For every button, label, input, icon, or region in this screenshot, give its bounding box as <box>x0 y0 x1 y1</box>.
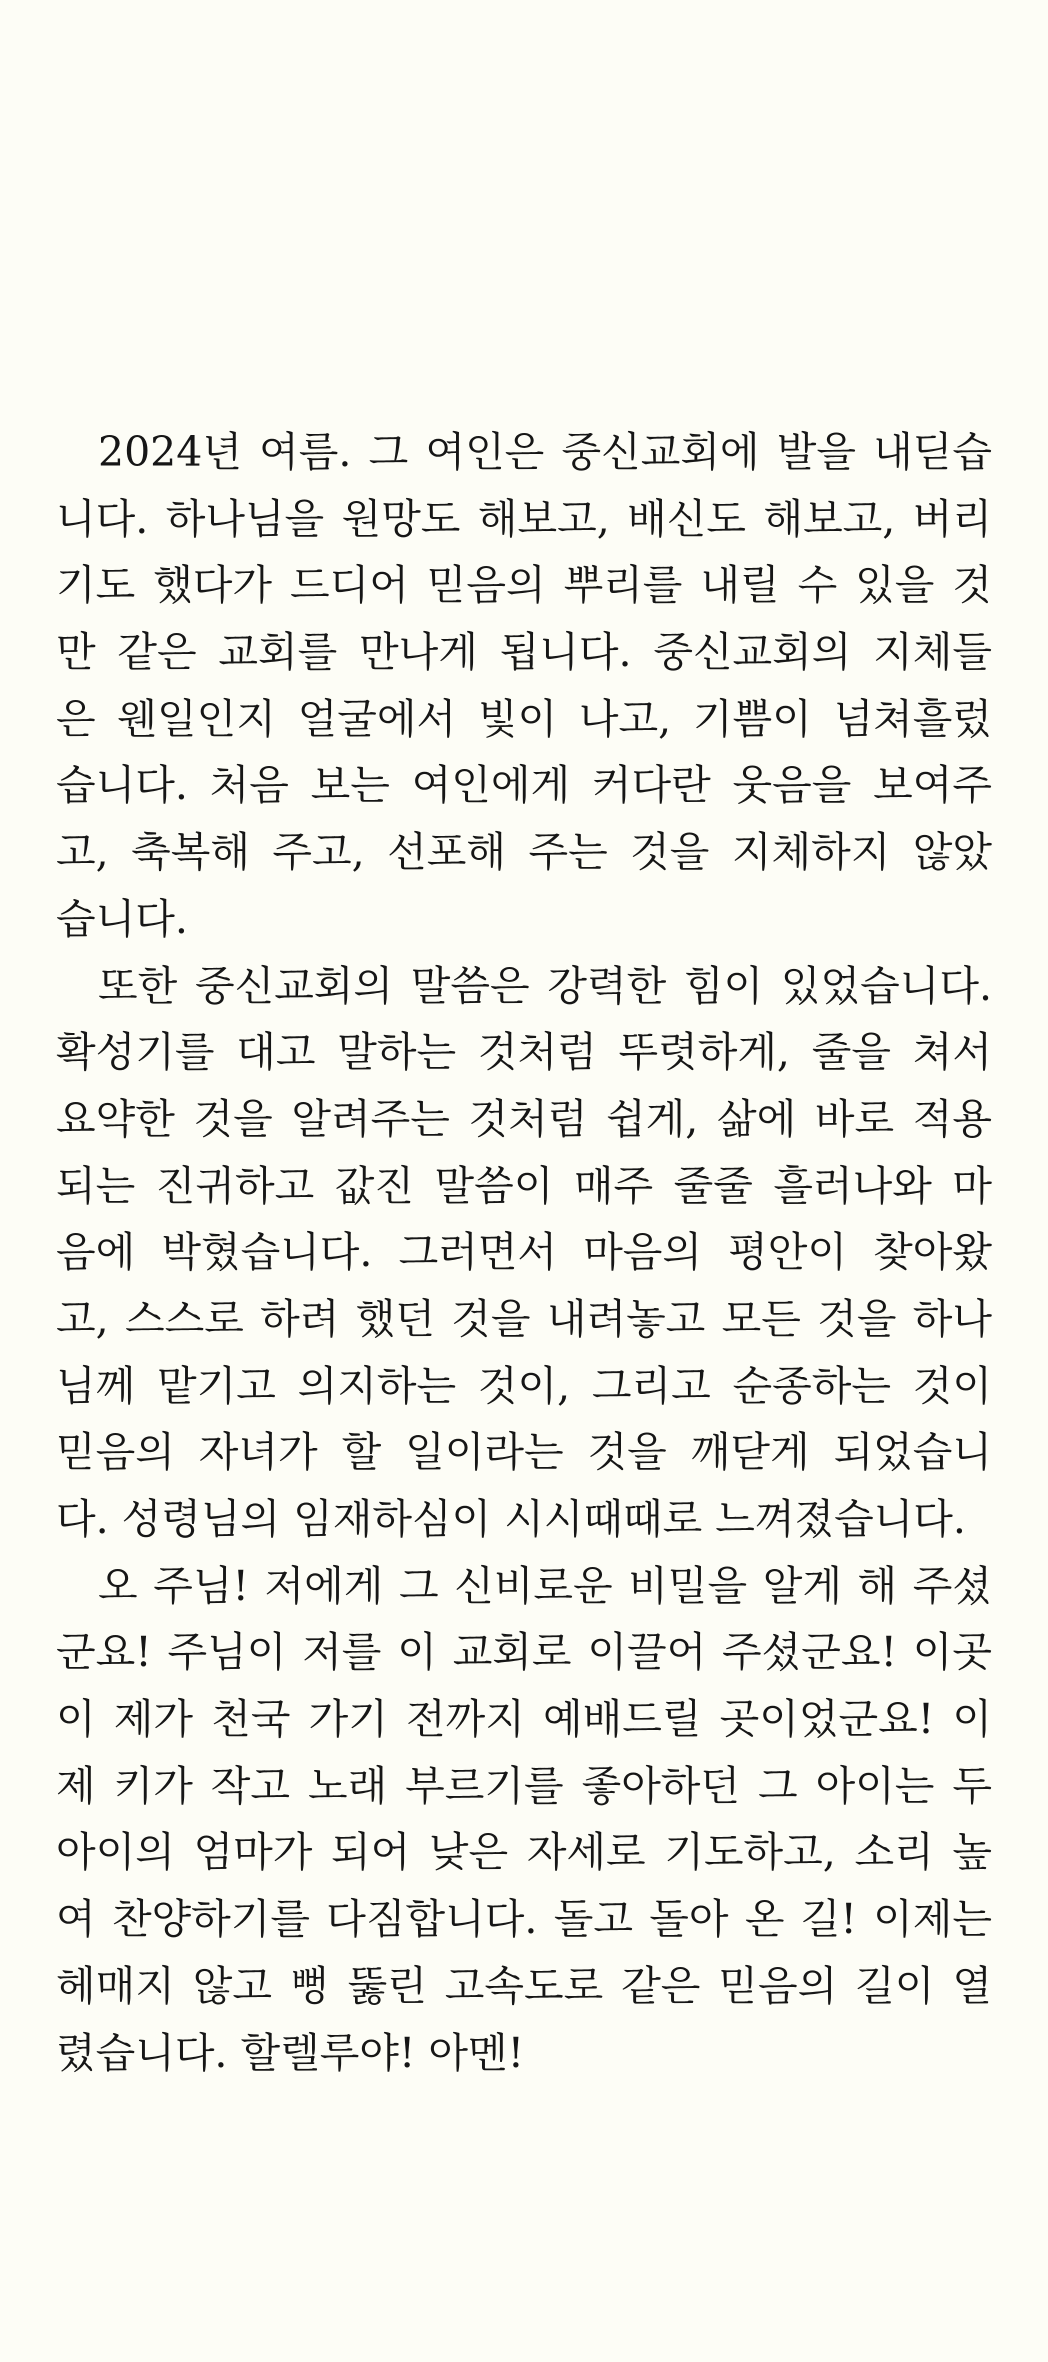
text-line: 은 웬일인지 얼굴에서 빛이 나고, 기쁨이 넘쳐흘렀 <box>56 694 992 743</box>
text-line: 다. 성령님의 임재하심이 시시때때로 느껴졌습니다. <box>56 1495 966 1543</box>
text-line: 확성기를 대고 말하는 것처럼 뚜렷하게, 줄을 쳐서 <box>56 1028 992 1077</box>
text-line: 또한 중신교회의 말씀은 강력한 힘이 있었습니다. <box>98 961 992 1010</box>
paragraph-2 <box>56 953 992 1553</box>
text-line: 습니다. <box>56 894 188 943</box>
text-line: 여 찬양하기를 다짐합니다. 돌고 돌아 온 길! 이제는 <box>56 1895 992 1944</box>
text-line: 아이의 엄마가 되어 낮은 자세로 기도하고, 소리 높 <box>56 1828 992 1877</box>
text-line: 만 같은 교회를 만나게 됩니다. 중신교회의 지체들 <box>56 628 992 677</box>
text-line: 님께 맡기고 의지하는 것이, 그리고 순종하는 것이 <box>56 1361 992 1410</box>
text-line: 렸습니다. 할렐루야! 아멘! <box>56 2028 525 2077</box>
text-line: 이 제가 천국 가기 전까지 예배드릴 곳이었군요! 이 <box>56 1695 992 1744</box>
text-line: 제 키가 작고 노래 부르기를 좋아하던 그 아이는 두 <box>56 1761 992 1810</box>
text-line: 음에 박혔습니다. 그러면서 마음의 평안이 찾아왔 <box>56 1228 992 1277</box>
text-line: 군요! 주님이 저를 이 교회로 이끌어 주셨군요! 이곳 <box>56 1628 992 1677</box>
paragraph-1 <box>56 419 992 953</box>
text-line: 고, 축복해 주고, 선포해 주는 것을 지체하지 않았 <box>56 828 992 877</box>
text-line: 2024년 여름. 그 여인은 중신교회에 발을 내딛습 <box>98 428 992 476</box>
text-line: 기도 했다가 드디어 믿음의 뿌리를 내릴 수 있을 것 <box>56 561 992 610</box>
text-line: 요약한 것을 알려주는 것처럼 쉽게, 삶에 바로 적용 <box>56 1094 992 1143</box>
text-line: 습니다. 처음 보는 여인에게 커다란 웃음을 보여주 <box>56 761 992 810</box>
text-line: 헤매지 않고 뻥 뚫린 고속도로 같은 믿음의 길이 열 <box>56 1961 992 2010</box>
paragraph-3 <box>56 1553 992 2087</box>
text-line: 믿음의 자녀가 할 일이라는 것을 깨닫게 되었습니 <box>56 1428 992 1477</box>
text-body <box>56 419 992 2086</box>
text-line: 되는 진귀하고 값진 말씀이 매주 줄줄 흘러나와 마 <box>56 1161 992 1210</box>
text-line: 니다. 하나님을 원망도 해보고, 배신도 해보고, 버리 <box>56 494 992 543</box>
text-line: 오 주님! 저에게 그 신비로운 비밀을 알게 해 주셨 <box>98 1561 992 1610</box>
text-line: 고, 스스로 하려 했던 것을 내려놓고 모든 것을 하나 <box>56 1294 992 1343</box>
